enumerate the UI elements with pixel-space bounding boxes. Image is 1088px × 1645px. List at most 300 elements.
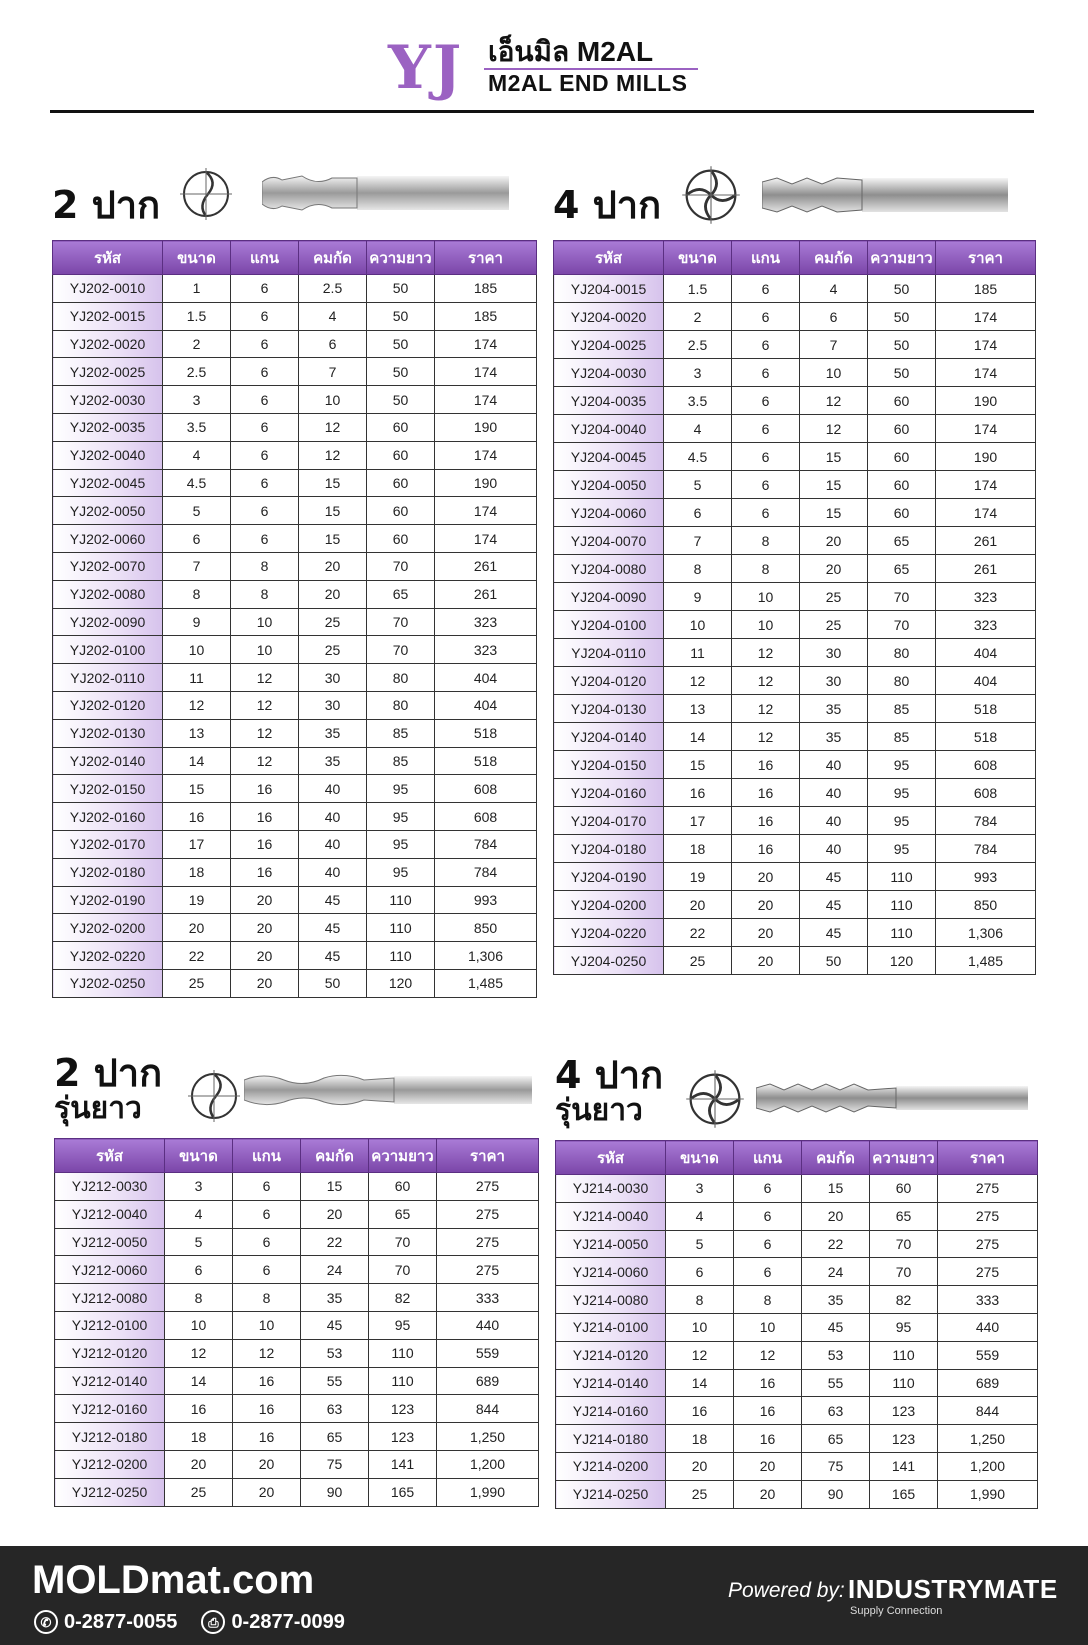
cell-code: YJ204-0040 (554, 415, 664, 443)
cell-shank: 16 (233, 1395, 301, 1423)
cell-flute-length: 50 (299, 969, 367, 997)
cell-overall-length: 50 (367, 330, 435, 358)
table-row (554, 639, 1036, 667)
table-row (554, 723, 1036, 751)
cell-overall-length: 110 (367, 914, 435, 942)
cell-price: 1,306 (435, 942, 537, 970)
cell-flute-length: 65 (301, 1423, 369, 1451)
cell-overall-length: 120 (367, 969, 435, 997)
cell-size: 5 (165, 1228, 233, 1256)
cell-overall-length: 123 (870, 1397, 938, 1425)
cell-flute-length: 45 (800, 891, 868, 919)
cell-overall-length: 70 (868, 583, 936, 611)
powered-by-label: Powered by: (728, 1579, 845, 1602)
cell-shank: 8 (732, 527, 800, 555)
cell-size: 8 (666, 1286, 734, 1314)
cell-flute-length: 25 (800, 611, 868, 639)
cell-code: YJ204-0180 (554, 835, 664, 863)
cell-flute-length: 40 (800, 751, 868, 779)
cell-size: 12 (163, 691, 231, 719)
cell-size: 17 (664, 807, 732, 835)
table-row (554, 471, 1036, 499)
table-row (554, 863, 1036, 891)
cell-code: YJ204-0050 (554, 471, 664, 499)
cell-price: 689 (938, 1369, 1038, 1397)
cell-size: 10 (165, 1311, 233, 1339)
table-row (55, 1311, 539, 1339)
table-row (556, 1480, 1038, 1508)
cell-overall-length: 60 (868, 499, 936, 527)
cell-code: YJ204-0220 (554, 919, 664, 947)
table-row (53, 747, 537, 775)
cell-code: YJ204-0090 (554, 583, 664, 611)
footer-brand-link[interactable]: MOLDmat.com (32, 1558, 315, 1602)
cell-size: 10 (666, 1313, 734, 1341)
cell-size: 25 (163, 969, 231, 997)
cell-shank: 20 (732, 919, 800, 947)
cell-overall-length: 95 (367, 830, 435, 858)
col-flute-length: คมกัด (802, 1141, 870, 1175)
cell-code: YJ202-0030 (53, 386, 163, 414)
cell-code: YJ204-0080 (554, 555, 664, 583)
table-row (554, 667, 1036, 695)
cell-overall-length: 50 (367, 358, 435, 386)
cell-flute-length: 45 (800, 919, 868, 947)
contact-numbers (34, 1610, 345, 1634)
cell-shank: 6 (231, 330, 299, 358)
cell-price: 784 (936, 807, 1036, 835)
cell-shank: 20 (231, 942, 299, 970)
cell-code: YJ202-0110 (53, 664, 163, 692)
col-shank: แกน (233, 1139, 301, 1173)
table-row (53, 469, 537, 497)
cell-code: YJ204-0020 (554, 303, 664, 331)
cell-size: 18 (664, 835, 732, 863)
cell-code: YJ204-0035 (554, 387, 664, 415)
cell-price: 261 (435, 580, 537, 608)
cell-flute-length: 20 (800, 527, 868, 555)
cell-shank: 12 (734, 1341, 802, 1369)
col-price: ราคา (437, 1139, 539, 1173)
cell-price: 261 (435, 552, 537, 580)
table-row (554, 779, 1036, 807)
table-row (53, 803, 537, 831)
cell-flute-length: 35 (299, 747, 367, 775)
cell-flute-length: 40 (800, 807, 868, 835)
cell-overall-length: 60 (868, 471, 936, 499)
cell-size: 14 (165, 1367, 233, 1395)
cell-code: YJ214-0040 (556, 1202, 666, 1230)
table-row (554, 835, 1036, 863)
table-row (554, 359, 1036, 387)
cell-shank: 6 (231, 275, 299, 303)
cell-price: 174 (936, 331, 1036, 359)
cell-size: 12 (165, 1339, 233, 1367)
cell-flute-length: 75 (802, 1452, 870, 1480)
cell-flute-length: 25 (800, 583, 868, 611)
cell-overall-length: 123 (870, 1425, 938, 1453)
table-row (556, 1175, 1038, 1203)
cell-overall-length: 110 (369, 1367, 437, 1395)
cell-price: 404 (435, 664, 537, 692)
cell-shank: 20 (732, 947, 800, 975)
table-row (55, 1478, 539, 1506)
cell-flute-length: 12 (800, 415, 868, 443)
cell-price: 608 (435, 775, 537, 803)
cell-code: YJ212-0040 (55, 1200, 165, 1228)
cell-flute-length: 15 (800, 471, 868, 499)
cell-overall-length: 70 (870, 1258, 938, 1286)
cell-price: 993 (936, 863, 1036, 891)
cell-overall-length: 70 (367, 608, 435, 636)
cell-shank: 10 (231, 608, 299, 636)
col-size: ขนาด (165, 1139, 233, 1173)
cell-code: YJ202-0040 (53, 441, 163, 469)
cell-shank: 16 (732, 807, 800, 835)
fax-icon: ⎙ (201, 1610, 225, 1634)
fax-number: 0-2877-0099 (231, 1611, 345, 1633)
cell-size: 7 (163, 552, 231, 580)
cell-overall-length: 123 (369, 1395, 437, 1423)
partner-logo-text: INDUSTRYMATE (848, 1574, 1058, 1604)
cell-size: 2 (664, 303, 732, 331)
cell-overall-length: 110 (870, 1369, 938, 1397)
cell-code: YJ202-0020 (53, 330, 163, 358)
cell-shank: 20 (231, 969, 299, 997)
table-header-row (55, 1139, 539, 1173)
table-row (53, 525, 537, 553)
cell-overall-length: 95 (868, 751, 936, 779)
cell-size: 5 (163, 497, 231, 525)
table-header-row (53, 241, 537, 275)
cell-overall-length: 110 (870, 1341, 938, 1369)
cell-code: YJ212-0050 (55, 1228, 165, 1256)
cell-shank: 6 (734, 1175, 802, 1203)
col-code: รหัส (556, 1141, 666, 1175)
cell-shank: 12 (732, 667, 800, 695)
cell-price: 608 (936, 751, 1036, 779)
cell-price: 559 (437, 1339, 539, 1367)
table-row (554, 331, 1036, 359)
cell-shank: 20 (231, 886, 299, 914)
cell-price: 333 (437, 1284, 539, 1312)
cell-overall-length: 123 (369, 1423, 437, 1451)
page-footer (0, 1546, 1088, 1645)
cell-size: 3.5 (163, 413, 231, 441)
cell-shank: 6 (231, 302, 299, 330)
table-row (554, 611, 1036, 639)
cell-code: YJ204-0070 (554, 527, 664, 555)
cell-flute-length: 7 (800, 331, 868, 359)
cell-overall-length: 70 (367, 552, 435, 580)
table-row (554, 387, 1036, 415)
cell-code: YJ202-0190 (53, 886, 163, 914)
table-row (554, 303, 1036, 331)
table-row (556, 1230, 1038, 1258)
table-row (556, 1425, 1038, 1453)
cell-flute-length: 35 (299, 719, 367, 747)
cell-price: 323 (936, 611, 1036, 639)
cell-flute-length: 7 (299, 358, 367, 386)
cell-code: YJ202-0045 (53, 469, 163, 497)
cell-shank: 10 (231, 636, 299, 664)
phone-number[interactable]: 0-2877-0055 (64, 1611, 178, 1633)
cell-code: YJ202-0180 (53, 858, 163, 886)
four-flute-long-cross-section-icon (684, 1068, 746, 1130)
table-row (556, 1286, 1038, 1314)
cell-price: 608 (435, 803, 537, 831)
cell-code: YJ214-0120 (556, 1341, 666, 1369)
col-flute-length: คมกัด (301, 1139, 369, 1173)
four-flute-cross-section-icon (680, 164, 742, 226)
table-row (53, 664, 537, 692)
cell-price: 784 (936, 835, 1036, 863)
cell-size: 13 (664, 695, 732, 723)
cell-overall-length: 65 (367, 580, 435, 608)
col-price: ราคา (936, 241, 1036, 275)
cell-flute-length: 10 (800, 359, 868, 387)
table-row (554, 499, 1036, 527)
cell-price: 784 (435, 858, 537, 886)
cell-code: YJ202-0025 (53, 358, 163, 386)
cell-shank: 12 (233, 1339, 301, 1367)
table-row (554, 443, 1036, 471)
cell-price: 850 (936, 891, 1036, 919)
cell-flute-length: 15 (800, 443, 868, 471)
cell-price: 993 (435, 886, 537, 914)
col-overall-length: ความยาว (868, 241, 936, 275)
cell-overall-length: 95 (367, 858, 435, 886)
cell-price: 518 (435, 747, 537, 775)
cell-code: YJ204-0130 (554, 695, 664, 723)
cell-price: 190 (936, 443, 1036, 471)
cell-size: 25 (666, 1480, 734, 1508)
cell-flute-length: 40 (800, 835, 868, 863)
table-row (53, 386, 537, 414)
cell-code: YJ214-0200 (556, 1452, 666, 1480)
cell-size: 16 (163, 803, 231, 831)
cell-shank: 6 (734, 1258, 802, 1286)
cell-price: 608 (936, 779, 1036, 807)
cell-overall-length: 95 (868, 835, 936, 863)
table-row (556, 1452, 1038, 1480)
cell-price: 174 (435, 386, 537, 414)
table-row (53, 497, 537, 525)
cell-code: YJ202-0130 (53, 719, 163, 747)
cell-shank: 6 (732, 415, 800, 443)
two-flute-long-cross-section-icon (186, 1068, 242, 1124)
table-row (53, 302, 537, 330)
cell-price: 174 (435, 358, 537, 386)
table-row (55, 1200, 539, 1228)
cell-shank: 6 (231, 441, 299, 469)
cell-overall-length: 50 (367, 386, 435, 414)
cell-flute-length: 35 (800, 695, 868, 723)
table-row (554, 583, 1036, 611)
cell-overall-length: 95 (367, 775, 435, 803)
cell-code: YJ202-0170 (53, 830, 163, 858)
cell-flute-length: 45 (800, 863, 868, 891)
cell-price: 323 (435, 636, 537, 664)
cell-shank: 20 (732, 863, 800, 891)
page-title-en: M2AL END MILLS (488, 70, 688, 96)
col-shank: แกน (231, 241, 299, 275)
cell-shank: 8 (734, 1286, 802, 1314)
table-row (554, 947, 1036, 975)
cell-overall-length: 95 (868, 779, 936, 807)
cell-flute-length: 15 (800, 499, 868, 527)
cell-shank: 6 (734, 1230, 802, 1258)
cell-flute-length: 40 (800, 779, 868, 807)
cell-price: 1,485 (936, 947, 1036, 975)
cell-price: 689 (437, 1367, 539, 1395)
cell-shank: 20 (734, 1480, 802, 1508)
cell-overall-length: 60 (367, 441, 435, 469)
cell-overall-length: 141 (369, 1450, 437, 1478)
cell-code: YJ202-0015 (53, 302, 163, 330)
cell-price: 333 (938, 1286, 1038, 1314)
cell-flute-length: 20 (301, 1200, 369, 1228)
cell-overall-length: 60 (870, 1175, 938, 1203)
cell-price: 1,250 (938, 1425, 1038, 1453)
cell-overall-length: 82 (870, 1286, 938, 1314)
cell-overall-length: 50 (868, 303, 936, 331)
cell-size: 5 (666, 1230, 734, 1258)
cell-overall-length: 85 (367, 747, 435, 775)
cell-size: 5 (664, 471, 732, 499)
cell-shank: 20 (734, 1452, 802, 1480)
cell-code: YJ204-0250 (554, 947, 664, 975)
cell-overall-length: 50 (367, 275, 435, 303)
cell-price: 1,485 (435, 969, 537, 997)
cell-shank: 12 (732, 695, 800, 723)
cell-size: 14 (666, 1369, 734, 1397)
cell-price: 185 (435, 302, 537, 330)
cell-shank: 12 (231, 691, 299, 719)
cell-flute-length: 30 (299, 691, 367, 719)
cell-flute-length: 4 (299, 302, 367, 330)
cell-size: 10 (163, 636, 231, 664)
cell-code: YJ204-0120 (554, 667, 664, 695)
cell-flute-length: 30 (800, 639, 868, 667)
cell-shank: 16 (734, 1425, 802, 1453)
cell-price: 1,250 (437, 1423, 539, 1451)
table-row (53, 580, 537, 608)
cell-shank: 10 (233, 1311, 301, 1339)
cell-price: 275 (938, 1175, 1038, 1203)
cell-flute-length: 45 (299, 942, 367, 970)
table-row (53, 691, 537, 719)
cell-price: 275 (437, 1228, 539, 1256)
cell-price: 174 (936, 303, 1036, 331)
cell-size: 6 (163, 525, 231, 553)
cell-flute-length: 45 (299, 914, 367, 942)
cell-size: 12 (664, 667, 732, 695)
table-row (556, 1258, 1038, 1286)
cell-flute-length: 40 (299, 803, 367, 831)
two-flute-long-end-mill-image (244, 1070, 534, 1110)
cell-flute-length: 45 (301, 1311, 369, 1339)
cell-size: 12 (666, 1341, 734, 1369)
cell-price: 784 (435, 830, 537, 858)
cell-code: YJ212-0140 (55, 1367, 165, 1395)
cell-code: YJ212-0120 (55, 1339, 165, 1367)
cell-shank: 12 (231, 719, 299, 747)
cell-flute-length: 20 (299, 552, 367, 580)
cell-code: YJ204-0030 (554, 359, 664, 387)
partner-tagline: Supply Connection (850, 1605, 943, 1617)
cell-overall-length: 80 (868, 667, 936, 695)
cell-code: YJ204-0015 (554, 275, 664, 303)
cell-size: 11 (664, 639, 732, 667)
cell-overall-length: 50 (367, 302, 435, 330)
cell-size: 10 (664, 611, 732, 639)
cell-size: 2.5 (664, 331, 732, 359)
cell-flute-length: 25 (299, 636, 367, 664)
cell-shank: 16 (231, 858, 299, 886)
cell-overall-length: 110 (369, 1339, 437, 1367)
cell-overall-length: 80 (367, 691, 435, 719)
table-header-row (556, 1141, 1038, 1175)
cell-shank: 16 (732, 779, 800, 807)
col-overall-length: ความยาว (369, 1139, 437, 1173)
col-overall-length: ความยาว (870, 1141, 938, 1175)
cell-shank: 20 (233, 1450, 301, 1478)
table-row (554, 891, 1036, 919)
cell-price: 275 (437, 1200, 539, 1228)
cell-flute-length: 2.5 (299, 275, 367, 303)
table-row (53, 775, 537, 803)
cell-overall-length: 110 (868, 891, 936, 919)
cell-shank: 12 (231, 664, 299, 692)
cell-shank: 6 (233, 1256, 301, 1284)
cell-size: 2 (163, 330, 231, 358)
col-shank: แกน (734, 1141, 802, 1175)
cell-size: 4 (165, 1200, 233, 1228)
cell-size: 6 (664, 499, 732, 527)
cell-shank: 16 (734, 1397, 802, 1425)
cell-code: YJ204-0190 (554, 863, 664, 891)
cell-flute-length: 35 (800, 723, 868, 751)
cell-code: YJ214-0030 (556, 1175, 666, 1203)
cell-overall-length: 141 (870, 1452, 938, 1480)
table-row (55, 1450, 539, 1478)
cell-price: 1,200 (437, 1450, 539, 1478)
cell-size: 15 (163, 775, 231, 803)
cell-size: 4.5 (664, 443, 732, 471)
col-shank: แกน (732, 241, 800, 275)
cell-price: 323 (435, 608, 537, 636)
cell-price: 190 (435, 469, 537, 497)
cell-code: YJ204-0060 (554, 499, 664, 527)
cell-code: YJ204-0045 (554, 443, 664, 471)
cell-size: 13 (163, 719, 231, 747)
cell-code: YJ214-0180 (556, 1425, 666, 1453)
cell-code: YJ214-0100 (556, 1313, 666, 1341)
cell-overall-length: 70 (868, 611, 936, 639)
table-row (55, 1339, 539, 1367)
cell-code: YJ202-0060 (53, 525, 163, 553)
cell-size: 4 (664, 415, 732, 443)
table-row (554, 751, 1036, 779)
cell-size: 4 (666, 1202, 734, 1230)
cell-size: 25 (165, 1478, 233, 1506)
cell-overall-length: 95 (367, 803, 435, 831)
cell-size: 6 (165, 1256, 233, 1284)
cell-code: YJ202-0120 (53, 691, 163, 719)
cell-size: 6 (666, 1258, 734, 1286)
cell-price: 174 (936, 359, 1036, 387)
